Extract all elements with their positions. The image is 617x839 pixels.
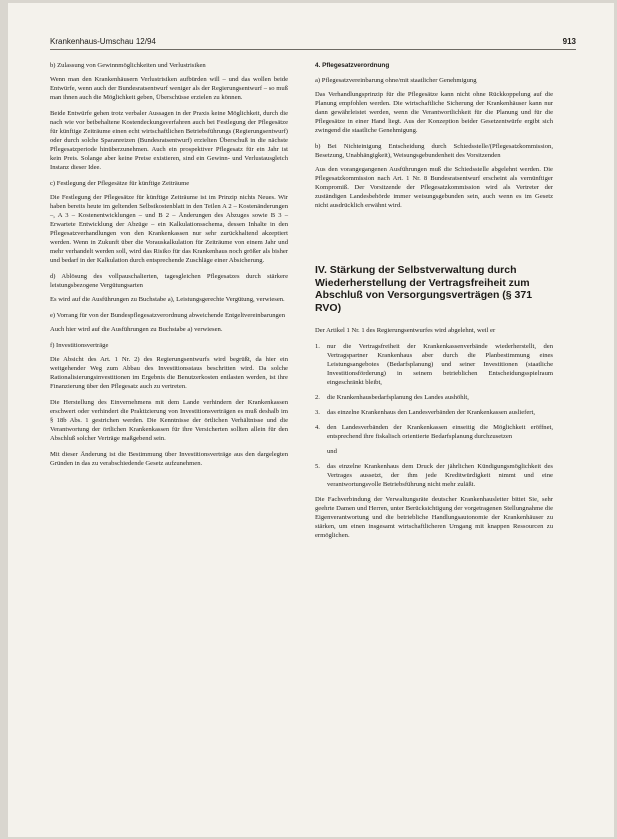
journal-title: Krankenhaus-Umschau 12/94 [50, 37, 156, 46]
subheading: c) Festlegung der Pflegesätze für künftige Zeiträume [50, 180, 190, 187]
list-connector: und [327, 448, 337, 455]
list-item-number: 2. [315, 394, 320, 401]
list-item [315, 393, 553, 402]
list-item-text: nur die Vertragsfreiheit der Krankenkassenverbände wiederherstellt, den Vertragspartner Krankenhaus aber durch die Planbestimmung eines Leistungsangebotes (Bedarfsplanung) und seiner Investitionen (staatliche Investitionsförderung) in seinem betrieblichen Entscheidungsspielraum eingeschränkt bleibt, [327, 343, 553, 386]
list-item-number: 5. [315, 463, 320, 470]
paragraph: Beide Entwürfe gehen trotz verbaler Aussagen in der Praxis keine Möglichkeit, durch die nach wie vor beibehaltene Kostendeckungsverfahren auch bei Festlegung der Pflegesätze für künftige Zeiträume einen echt wirtschaftlichen Betriebsführungs (Regierungsentwurf) oder durch solche Sparanreizen (Bundesratsentwurf) erzielten Überschuß in die nächste Pflegesatzperiode hinüberzunehmen. Auch ein prospektiver Pflegesatz für ein Jahr ist kein Preis. Solange aber keine Preise existieren, sind ein Gewinn- und Verlustausgleich Instanz dieser Idee. [50, 110, 288, 171]
list-item-number: 1. [315, 343, 320, 350]
paragraph: Mit dieser Änderung ist die Bestimmung über Investitionsverträge aus den dargelegten Gründen in das zu verabschiedende Gesetz aufzunehmen. [50, 451, 288, 467]
page-number: 913 [562, 37, 576, 46]
left-column [50, 61, 288, 475]
list-item-text: das einzelne Krankenhaus den Landesverbänden der Krankenkassen ausliefert, [327, 409, 535, 416]
paragraph: Die Festlegung der Pflegesätze für künftige Zeiträume ist im Prinzip nichts Neues. Wir haben bereits heute im geltenden Selbstkostenblatt in den Teilen A 2 – Kostenänderungen –, A 3 – Kostenentwicklungen – und B 2 – Änderungen des Abzuges sowie B 3 – Erwartete Entwicklung der Abzüge – ein Kalkulationsschema, dessen Inhalte in den Pflegesatzverhandlungen von den Krankenkassen nur sehr zurückhaltend akzeptiert werden. Wenn in Zukunft über die Vorauskalkulation für Zeiträume von einem Jahr und mehr verhandelt werden soll, wird das Risiko für das Krankenhaus noch größer als bisher und bedarf in der Kalkulation durch entsprechende Zuschläge einer Absicherung. [50, 194, 288, 264]
subheading: f) Investitionsverträge [50, 342, 109, 349]
list-item-number: 3. [315, 409, 320, 416]
running-header [50, 37, 576, 50]
paragraph: Die Fachverbindung der Verwaltungsräte deutscher Krankenhausleiter bittet Sie, sehr geehrte Damen und Herren, unter Berücksichtigung der vorgetragenen Stellungnahme die Eigenverantwortung und die betriebliche Handlungsautonomie der Krankenhäuser zu stärken, um einen insgesamt wirtschaftlicheren Umgang mit knappen Ressourcen zu ermöglichen. [315, 496, 553, 539]
paragraph: Die Absicht des Art. 1 Nr. 2) des Regierungsentwurfs wird begrüßt, da hier ein weitgehender Weg zum Abbau des Investitionsstaus beschritten wird. Da solche Rationalisierungsinvestitionen im Ergebnis die Benutzerkosten entlasten werden, ist ihre Finanzierung über den Pflegesatz auch zu vertreten. [50, 356, 288, 390]
subheading: b) Zulassung von Gewinnmöglichkeiten und Verlustrisiken [50, 62, 206, 69]
numbered-list [315, 342, 553, 489]
subheading: a) Pflegesatzvereinbarung ohne/mit staatlicher Genehmigung [315, 77, 477, 84]
paragraph: Der Artikel 1 Nr. 1 des Regierungsentwurfes wird abgelehnt, weil er [315, 327, 496, 334]
paragraph: Aus den vorangegangenen Ausführungen muß die Schiedsstelle abgelehnt werden. Die Pflegesatzkommission nach Art. 1 Nr. 8 Bundesratsentwurf erscheint als vernünftiger Kompromiß. Der Vorsitzende der Pflegesatzkommission wird als Vertreter der zuständigen Landesbehörde immer weisungsgebunden sein, auch wenn es im Gesetz nicht ausdrücklich erwähnt wird. [315, 166, 553, 209]
subheading: d) Ablösung des vollpauschalierten, tagesgleichen Pflegesatzes durch stärkere leistungsbezogene Vergütungsarten [50, 273, 288, 289]
list-item-text: den Landesverbänden der Krankenkassen einseitig die Möglichkeit eröffnet, entsprechend ihre fiskalisch orientierte Bedarfsplanung durchzusetzen [327, 424, 553, 440]
list-item [315, 342, 553, 387]
list-item-text: die Krankenhausbedarfsplanung des Landes aushöhlt, [327, 394, 469, 401]
subheading: b) Bei Nichteinigung Entscheidung durch Schiedsstelle/(Pflegesatzkommission, Besetzung, Unabhängigkeit), Weisungsgebundenheit des Vorsitzenden [315, 143, 553, 159]
list-item [315, 423, 553, 441]
paragraph: Auch hier wird auf die Ausführungen zu Buchstabe a) verwiesen. [50, 326, 223, 333]
subheading: e) Vorrang für von der Bundespflegesatzverordnung abweichende Entgeltvereinbarungen [50, 312, 286, 319]
list-item-number: 4. [315, 424, 320, 431]
paragraph: Die Herstellung des Einvernehmens mit dem Lande verhindern der Krankenkassen erschwert oder verhindert die Praktizierung von Investitionsverträgen es muß deshalb im § 18b Abs. 1 gestrichen werden. Die Kenntnisse der örtlichen Verhältnisse und die Verantwortung der örtlichen Krankenkassen für ihre Versicherten sollten allein für den Abschluß solcher Verträge maßgebend sein. [50, 399, 288, 442]
document-page [8, 3, 614, 837]
right-column [315, 61, 553, 547]
section-heading: 4. Pflegesatzverordnung [315, 62, 390, 69]
paragraph: Das Verhandlungsprinzip für die Pflegesätze kann nicht ohne Rückkoppelung auf die Planung empfohlen werden. Die wirtschaftliche Sicherung der Krankenhäuser kann nur dann gewährleistet werden, wenn die Verantwortlichkeit für die Planung und für die Pflegesätze in einer Hand liegt. Aus der Konzeption beider Gesetzentwürfe ergibt sich zwingend die staatliche Genehmigung. [315, 91, 553, 134]
list-item [315, 462, 553, 489]
paragraph: Wenn man den Krankenhäusern Verlustrisiken aufbürden will – und das wollen beide Entwürfe, wenn auch der Bundesratsentwurf weniger als der Regierungsentwurf – so muß man ihnen auch die Möglichkeit geben, Überschüsse erzielen zu können. [50, 76, 288, 101]
paragraph: Es wird auf die Ausführungen zu Buchstabe a), Leistungsgerechte Vergütung, verwiesen. [50, 296, 285, 303]
list-item [315, 408, 553, 417]
chapter-heading: IV. Stärkung der Selbstverwaltung durch Wiederherstellung der Vertragsfreiheit zum Abschluß von Versorgungsverträgen (§ 371 RVO) [315, 264, 533, 314]
list-item-text: das einzelne Krankenhaus dem Druck der jährlichen Kündigungsmöglichkeit des Vertrages aussetzt, der ihm jede Kreditwürdigkeit nimmt und eine verantwortungsvolle Betriebsführung nicht mehr zuläßt. [327, 463, 553, 488]
